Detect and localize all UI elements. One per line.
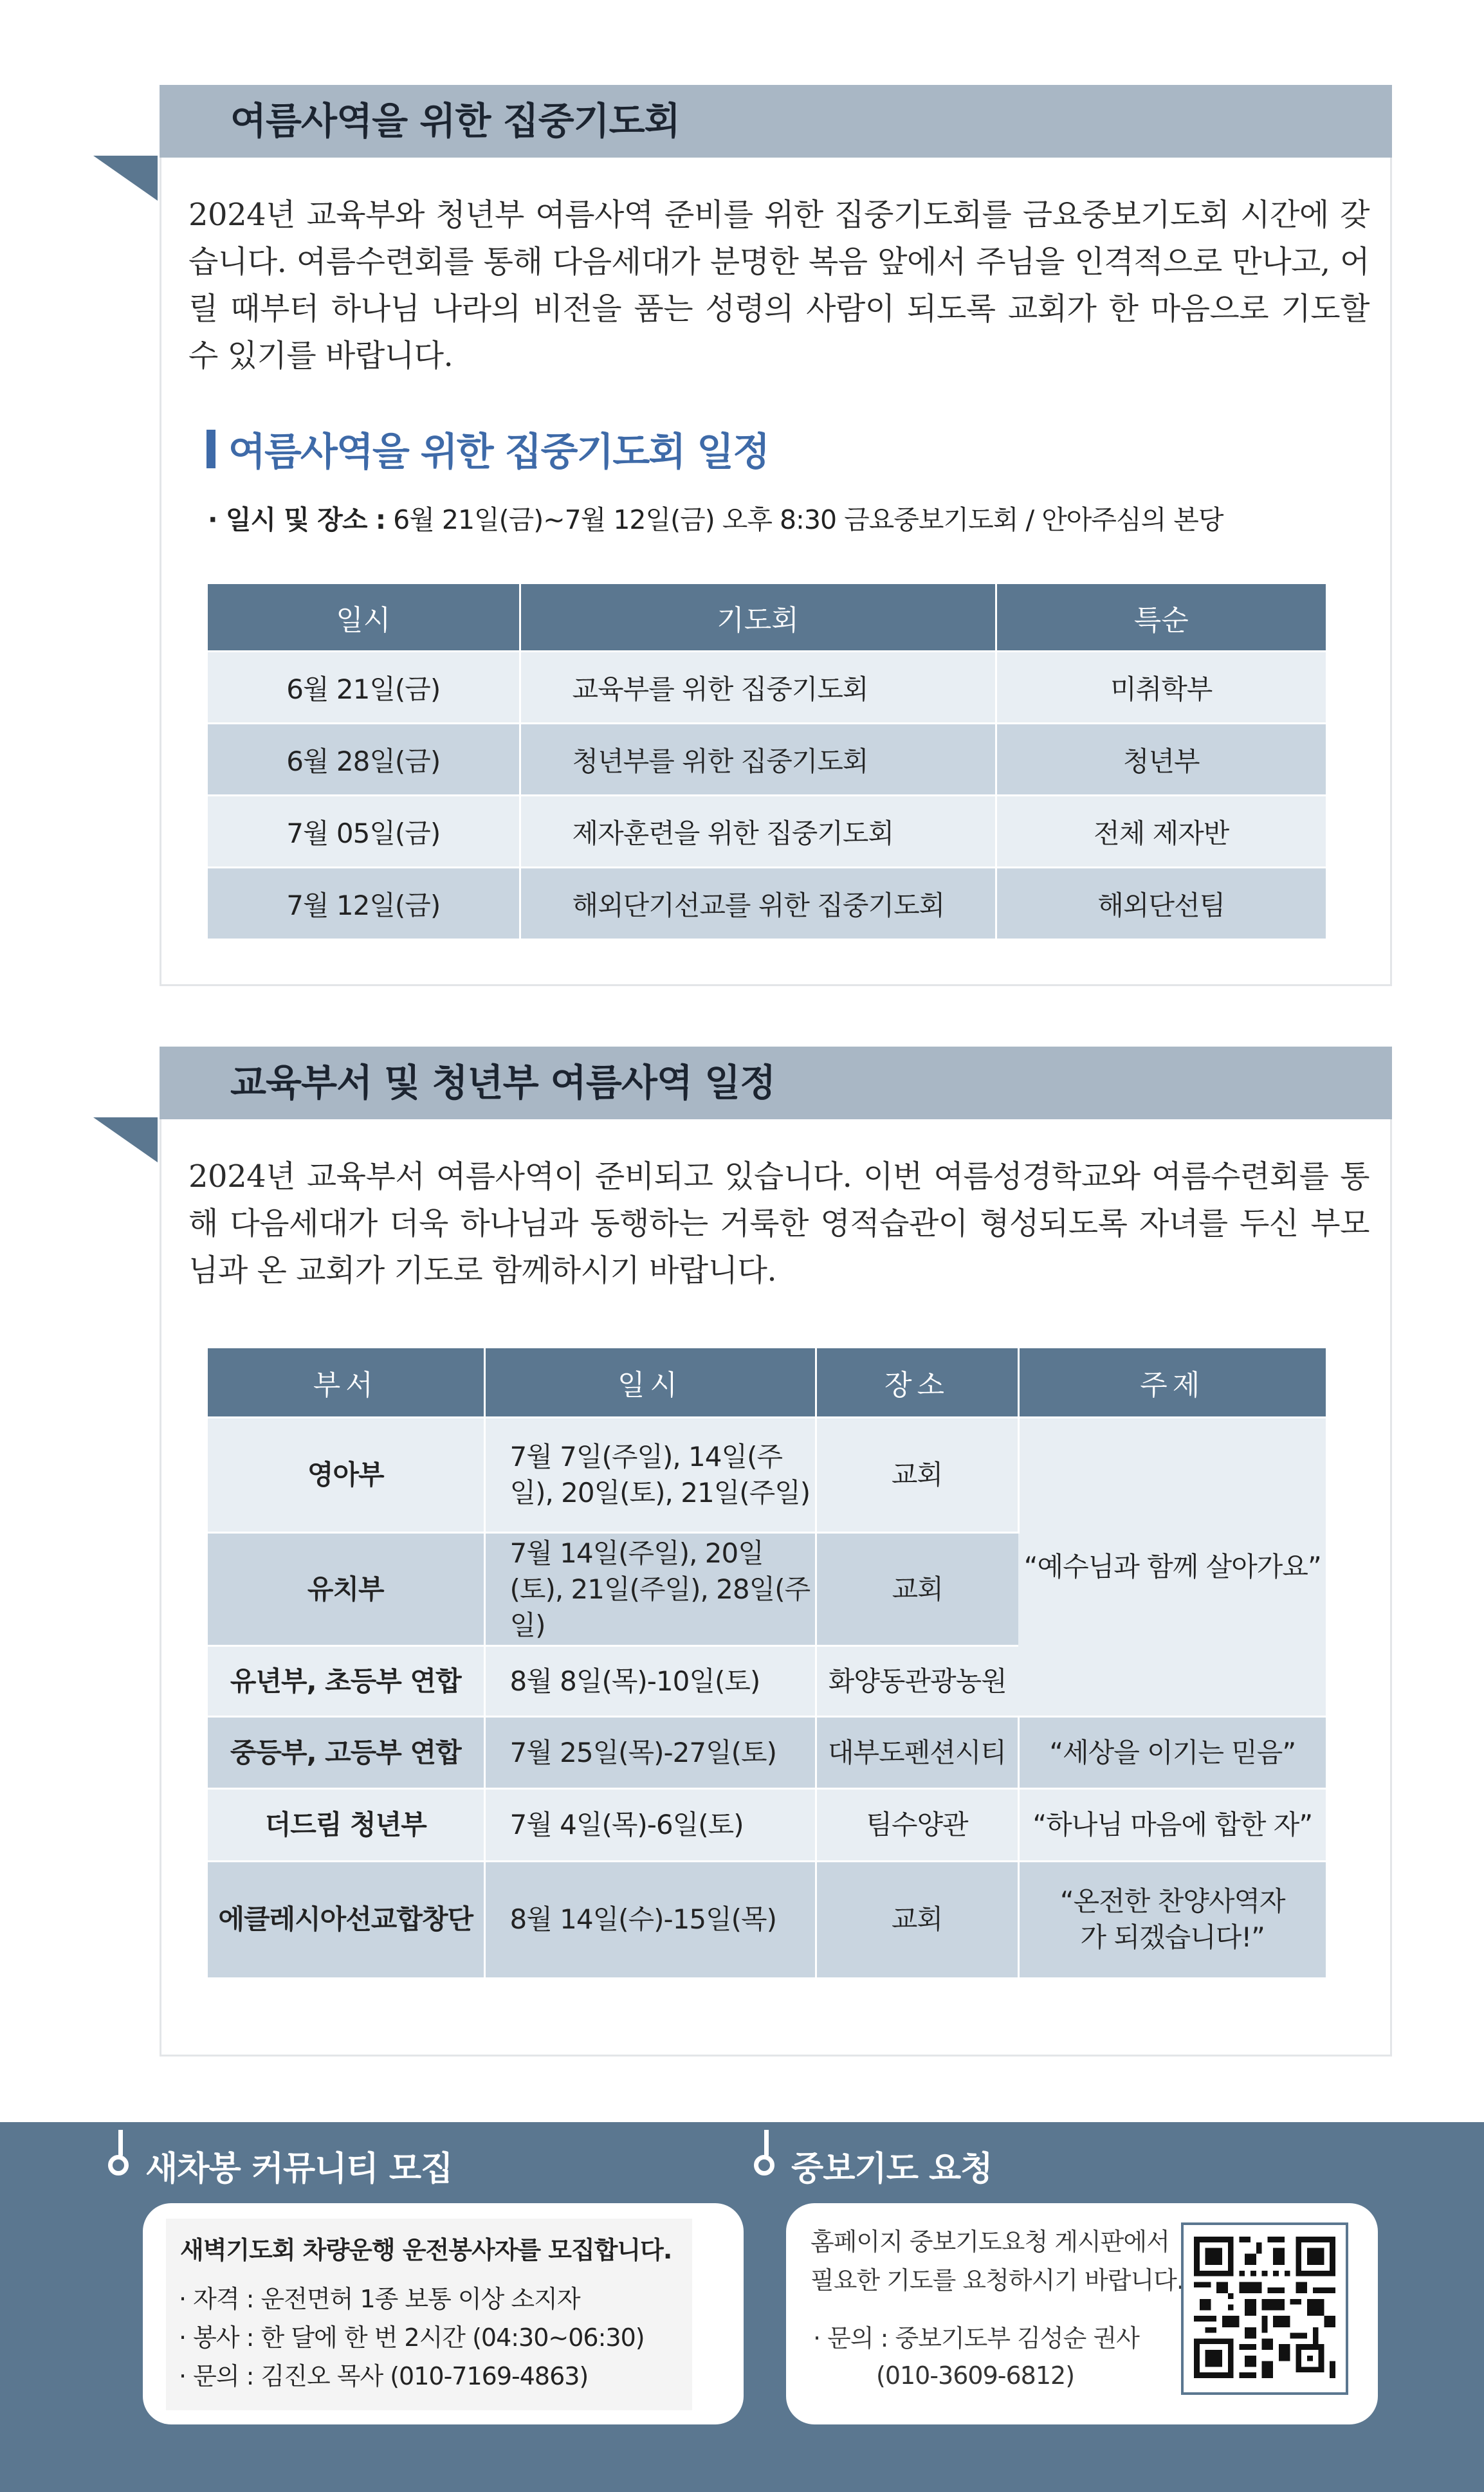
table-row: [208, 868, 1326, 939]
table-cell-place: 화양동관광농원: [816, 1646, 1018, 1717]
summer-ministry-section: [160, 1047, 1392, 2057]
column-header: 일시: [484, 1348, 816, 1418]
table-cell-place: 팀수양관: [816, 1789, 1018, 1862]
subtitle-bar-icon: [206, 430, 215, 468]
table-cell-dept: 에클레시아선교합창단: [208, 1862, 484, 1977]
prayer-request-contact: · 문의 : 중보기도부 김성순 권사: [813, 2324, 1139, 2352]
prayer-request-line1: 홈페이지 중보기도요청 게시판에서: [811, 2228, 1169, 2256]
section-header-bar: [160, 85, 1392, 158]
table-cell-theme: “세상을 이기는 믿음”: [1018, 1717, 1326, 1789]
table-cell-dept: 더드림 청년부: [208, 1789, 484, 1862]
volunteer-contact: · 문의 : 김진오 목사 (010-7169-4863): [179, 2362, 589, 2390]
schedule-subtitle-text: 여름사역을 위한 집중기도회 일정: [228, 430, 769, 475]
table-cell-meeting: 교육부를 위한 집중기도회: [520, 652, 996, 724]
table-cell-date: 7월 4일(목)-6일(토): [484, 1789, 816, 1862]
prayer-request-box: [786, 2203, 1378, 2424]
table-row: [208, 652, 1326, 724]
table-cell-place: 교회: [816, 1862, 1018, 1977]
table-cell-special: 전체 제자반: [996, 796, 1326, 868]
table-header-row: [208, 584, 1326, 652]
table-cell-place: 교회: [816, 1533, 1018, 1646]
table-cell-theme: “하나님 마음에 합한 자”: [1018, 1789, 1326, 1862]
table-cell-special: 청년부: [996, 724, 1326, 796]
prayer-request-title-text: 중보기도 요청: [791, 2149, 993, 2188]
table-cell-special: 해외단선팀: [996, 868, 1326, 939]
table-cell-meeting: 해외단기선교를 위한 집중기도회: [520, 868, 996, 939]
schedule-info: [208, 499, 1223, 536]
table-cell-date: 7월 12일(금): [208, 868, 520, 939]
qr-code-icon[interactable]: [1181, 2222, 1348, 2395]
table-cell-date: 6월 28일(금): [208, 724, 520, 796]
prayer-schedule-table: [208, 584, 1326, 939]
volunteer-recruit-title-text: 새차봉 커뮤니티 모집: [145, 2149, 453, 2188]
prayer-request-phone: (010-3609-6812): [876, 2361, 1075, 2390]
table-cell-date: 8월 14일(수)-15일(목): [484, 1862, 816, 1977]
table-row: [208, 1418, 1326, 1533]
table-cell-meeting: 제자훈련을 위한 집중기도회: [520, 796, 996, 868]
table-cell-theme-merged: “예수님과 함께 살아가요”: [1018, 1418, 1326, 1717]
table-cell-dept: 영아부: [208, 1418, 484, 1533]
column-header: 일시: [208, 584, 520, 652]
section-title: 교육부서 및 청년부 여름사역 일정: [230, 1061, 776, 1104]
table-cell-date: 6월 21일(금): [208, 652, 520, 724]
table-row: [208, 724, 1326, 796]
pin-ring-icon: [108, 2155, 129, 2176]
table-cell-theme: “온전한 찬양사역자가 되겠습니다!”: [1018, 1862, 1326, 1977]
table-cell-date: 7월 7일(주일), 14일(주일), 20일(토), 21일(주일): [484, 1418, 816, 1533]
section-paragraph: 2024년 교육부와 청년부 여름사역 준비를 위한 집중기도회를 금요중보기도회 시간에 갖습니다. 여름수련회를 통해 다음세대가 분명한 복음 앞에서 주님을 인격적으로 만나고, 어릴 때부터 하나님 나라의 비전을 품는 성령의 사람이 되도록 교회가 한 마음으로 기도할 수 있기를 바랍니다.: [188, 197, 1369, 374]
table-cell-dept: 유년부, 초등부 연합: [208, 1646, 484, 1717]
volunteer-qualification: · 자격 : 운전면허 1종 보통 이상 소지자: [179, 2285, 580, 2313]
section-paragraph: 2024년 교육부서 여름사역이 준비되고 있습니다. 이번 여름성경학교와 여름수련회를 통해 다음세대가 더욱 하나님과 동행하는 거룩한 영적습관이 형성되도록 자녀를 두신 부모님과 온 교회가 기도로 함께하시기 바랍니다.: [188, 1159, 1369, 1288]
table-row: [208, 1789, 1326, 1862]
info-value: 6월 21일(금)~7월 12일(금) 오후 8:30 금요중보기도회 / 안아주심의 본당: [385, 504, 1223, 535]
table-cell-dept: 유치부: [208, 1533, 484, 1646]
column-header: 특순: [996, 584, 1326, 652]
prayer-request-title: [754, 2134, 993, 2196]
table-cell-dept: 중등부, 고등부 연합: [208, 1717, 484, 1789]
prayer-request-line2: 필요한 기도를 요청하시기 바랍니다.: [811, 2266, 1184, 2295]
section-title: 여름사역을 위한 집중기도회: [230, 99, 680, 143]
table-cell-meeting: 청년부를 위한 집중기도회: [520, 724, 996, 796]
table-cell-date: 7월 14일(주일), 20일(토), 21일(주일), 28일(주일): [484, 1533, 816, 1646]
table-cell-date: 7월 25일(목)-27일(토): [484, 1717, 816, 1789]
column-header: 기도회: [520, 584, 996, 652]
info-label: · 일시 및 장소 :: [208, 504, 386, 535]
column-header: 부서: [208, 1348, 484, 1418]
table-cell-date: 8월 8일(목)-10일(토): [484, 1646, 816, 1717]
table-row: [208, 1717, 1326, 1789]
schedule-subtitle: [206, 421, 769, 477]
table-cell-special: 미취학부: [996, 652, 1326, 724]
table-cell-place: 대부도펜션시티: [816, 1717, 1018, 1789]
ministry-schedule-table: [208, 1348, 1326, 1977]
pin-ring-icon: [754, 2155, 774, 2176]
table-cell-place: 교회: [816, 1418, 1018, 1533]
section-header-bar: [160, 1047, 1392, 1119]
table-header-row: [208, 1348, 1326, 1418]
table-row: [208, 796, 1326, 868]
column-header: 장소: [816, 1348, 1018, 1418]
header-fold-decoration: [93, 1117, 158, 1162]
volunteer-recruit-box: [143, 2203, 744, 2424]
table-row: [208, 1862, 1326, 1977]
volunteer-headline: 새벽기도회 차량운행 운전봉사자를 모집합니다.: [180, 2236, 672, 2264]
volunteer-service: · 봉사 : 한 달에 한 번 2시간 (04:30~06:30): [179, 2323, 645, 2352]
header-fold-decoration: [93, 156, 158, 201]
volunteer-recruit-title: [108, 2134, 452, 2196]
table-cell-date: 7월 05일(금): [208, 796, 520, 868]
column-header: 주제: [1018, 1348, 1326, 1418]
summer-prayer-section: [160, 85, 1392, 986]
